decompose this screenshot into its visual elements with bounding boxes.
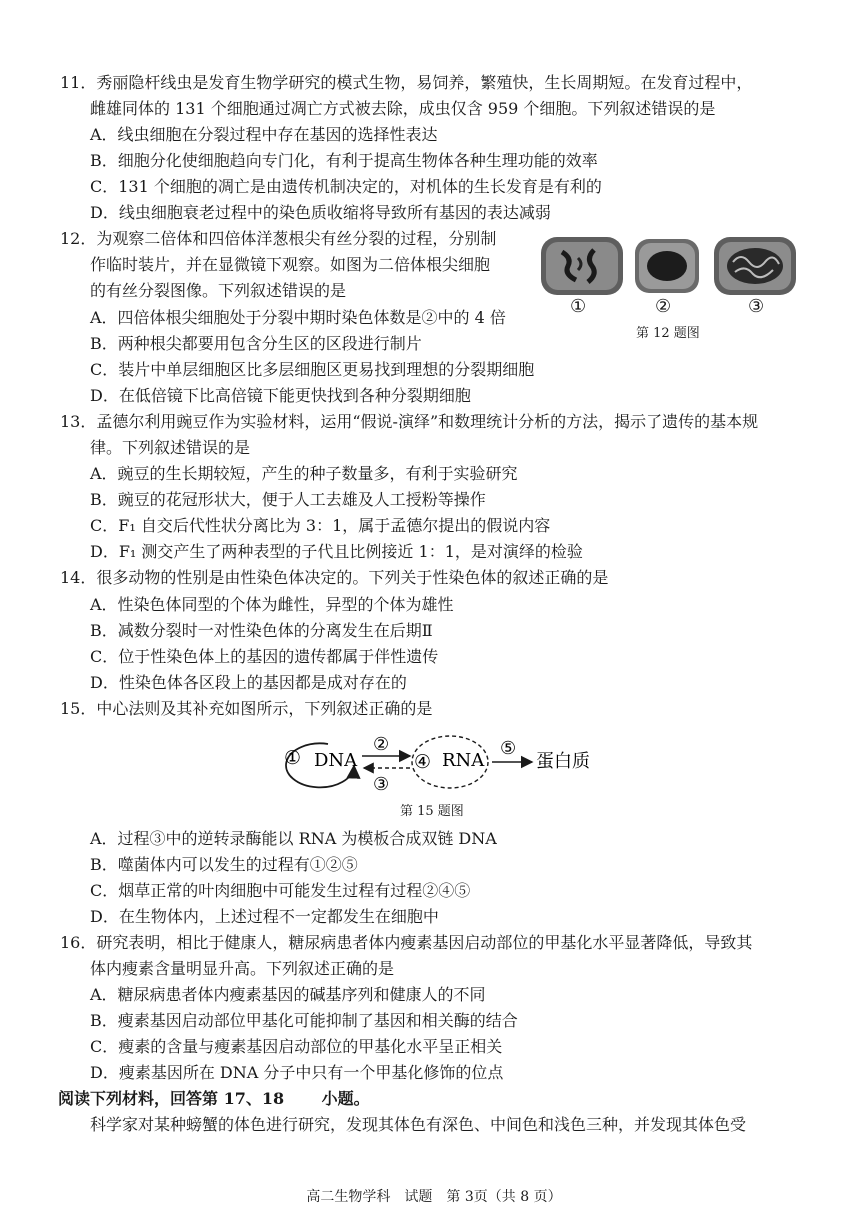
q11-option-c: C．131 个细胞的凋亡是由遗传机制决定的，对机体的生长发育是有利的 <box>90 177 602 196</box>
q11-option-b: B．细胞分化使细胞趋向专门化，有利于提高生物体各种生理功能的效率 <box>90 151 598 170</box>
q13-stem-line1: 13．孟德尔利用豌豆作为实验材料，运用“假说-演绎”和数理统计分析的方法，揭示了遗传的基本规 <box>60 412 759 431</box>
q13-option-b: B．豌豆的花冠形状大，便于人工去雄及人工授粉等操作 <box>90 490 486 509</box>
process-5-label: ⑤ <box>500 738 517 759</box>
q15-option-d: D．在生物体内，上述过程不一定都发生在细胞中 <box>90 907 439 926</box>
q12-stem-line1: 12．为观察二倍体和四倍体洋葱根尖有丝分裂的过程，分别制 <box>60 229 497 248</box>
protein-label: 蛋白质 <box>536 751 590 772</box>
process-2-label: ② <box>373 734 390 755</box>
q14-option-d: D．性染色体各区段上的基因都是成对存在的 <box>90 673 407 692</box>
central-dogma-diagram <box>270 726 600 798</box>
q15-option-c: C．烟草正常的叶肉细胞中可能发生过程有过程②④⑤ <box>90 881 471 900</box>
q16-option-b: B．瘦素基因启动部位甲基化可能抑制了基因和相关酶的结合 <box>90 1011 518 1030</box>
q14-option-b: B．减数分裂时一对性染色体的分离发生在后期Ⅱ <box>90 621 433 640</box>
reading-text: 科学家对某种螃蟹的体色进行研究，发现其体色有深色、中间色和浅色三种，并发现其体色受 <box>90 1115 747 1134</box>
dna-label: DNA <box>314 750 358 771</box>
cell-image-2 <box>634 238 700 294</box>
process-4-label: ④ <box>414 751 432 773</box>
cell-image-1 <box>540 236 624 296</box>
q12-option-b: B．两种根尖都要用包含分生区的区段进行制片 <box>90 334 422 353</box>
q12-stem-line2: 作临时装片，并在显微镜下观察。如图为二倍体根尖细胞 <box>90 255 491 274</box>
q13-stem-line2: 律。下列叙述错误的是 <box>90 438 251 457</box>
q14-stem-line1: 14．很多动物的性别是由性染色体决定的。下列关于性染色体的叙述正确的是 <box>60 568 609 587</box>
q13-option-d: D．F₁ 测交产生了两种表型的子代且比例接近 1：1，是对演绎的检验 <box>90 542 583 561</box>
q15-stem-line1: 15．中心法则及其补充如图所示，下列叙述正确的是 <box>60 699 433 718</box>
q12-figure-caption: 第 12 题图 <box>636 326 700 341</box>
q16-stem-line1: 16．研究表明，相比于健康人，糖尿病患者体内瘦素基因启动部位的甲基化水平显著降低，导致其 <box>60 933 753 952</box>
q15-option-a: A．过程③中的逆转录酶能以 RNA 为模板合成双链 DNA <box>90 829 497 848</box>
rna-label: RNA <box>442 750 485 771</box>
q11-option-d: D．线虫细胞衰老过程中的染色质收缩将导致所有基因的表达减弱 <box>90 203 551 222</box>
q16-option-d: D．瘦素基因所在 DNA 分子中只有一个甲基化修饰的位点 <box>90 1063 504 1082</box>
q13-option-c: C．F₁ 自交后代性状分离比为 3：1，属于孟德尔提出的假说内容 <box>90 516 551 535</box>
q14-option-a: A．性染色体同型的个体为雌性，异型的个体为雄性 <box>90 595 454 614</box>
process-3-label: ③ <box>373 774 390 795</box>
q15-figure-caption: 第 15 题图 <box>400 804 464 819</box>
cell-image-3 <box>713 236 797 296</box>
cell-label-1: ① <box>570 296 587 317</box>
q11-stem-line1: 11．秀丽隐杆线虫是发育生物学研究的模式生物，易饲养，繁殖快，生长周期短。在发育过程中， <box>60 73 753 92</box>
q11-stem-line2: 雌雄同体的 131 个细胞通过凋亡方式被去除，成虫仅含 959 个细胞。下列叙述错误的是 <box>90 99 716 118</box>
q12-option-a: A．四倍体根尖细胞处于分裂中期时染色体数是②中的 4 倍 <box>90 308 506 327</box>
q12-option-d: D．在低倍镜下比高倍镜下能更快找到各种分裂期细胞 <box>90 386 471 405</box>
reading-heading: 阅读下列材料，回答第 17、18 小题。 <box>58 1089 370 1108</box>
q13-option-a: A．豌豆的生长期较短，产生的种子数量多，有利于实验研究 <box>90 464 518 483</box>
q11-option-a: A．线虫细胞在分裂过程中存在基因的选择性表达 <box>90 125 438 144</box>
q16-option-c: C．瘦素的含量与瘦素基因启动部位的甲基化水平呈正相关 <box>90 1037 503 1056</box>
q16-option-a: A．糖尿病患者体内瘦素基因的碱基序列和健康人的不同 <box>90 985 486 1004</box>
q12-option-c: C．装片中单层细胞区比多层细胞区更易找到理想的分裂期细胞 <box>90 360 535 379</box>
q14-option-c: C．位于性染色体上的基因的遗传都属于伴性遗传 <box>90 647 439 666</box>
q12-stem-line3: 的有丝分裂图像。下列叙述错误的是 <box>90 281 347 300</box>
process-1-label: ① <box>284 747 302 769</box>
page-footer: 高二生物学科 试题 第 3页（共 8 页） <box>306 1189 562 1205</box>
cell-label-2: ② <box>655 296 672 317</box>
cell-label-3: ③ <box>748 296 765 317</box>
q16-stem-line2: 体内瘦素含量明显升高。下列叙述正确的是 <box>90 959 395 978</box>
q15-option-b: B．噬菌体内可以发生的过程有①②⑤ <box>90 855 358 874</box>
